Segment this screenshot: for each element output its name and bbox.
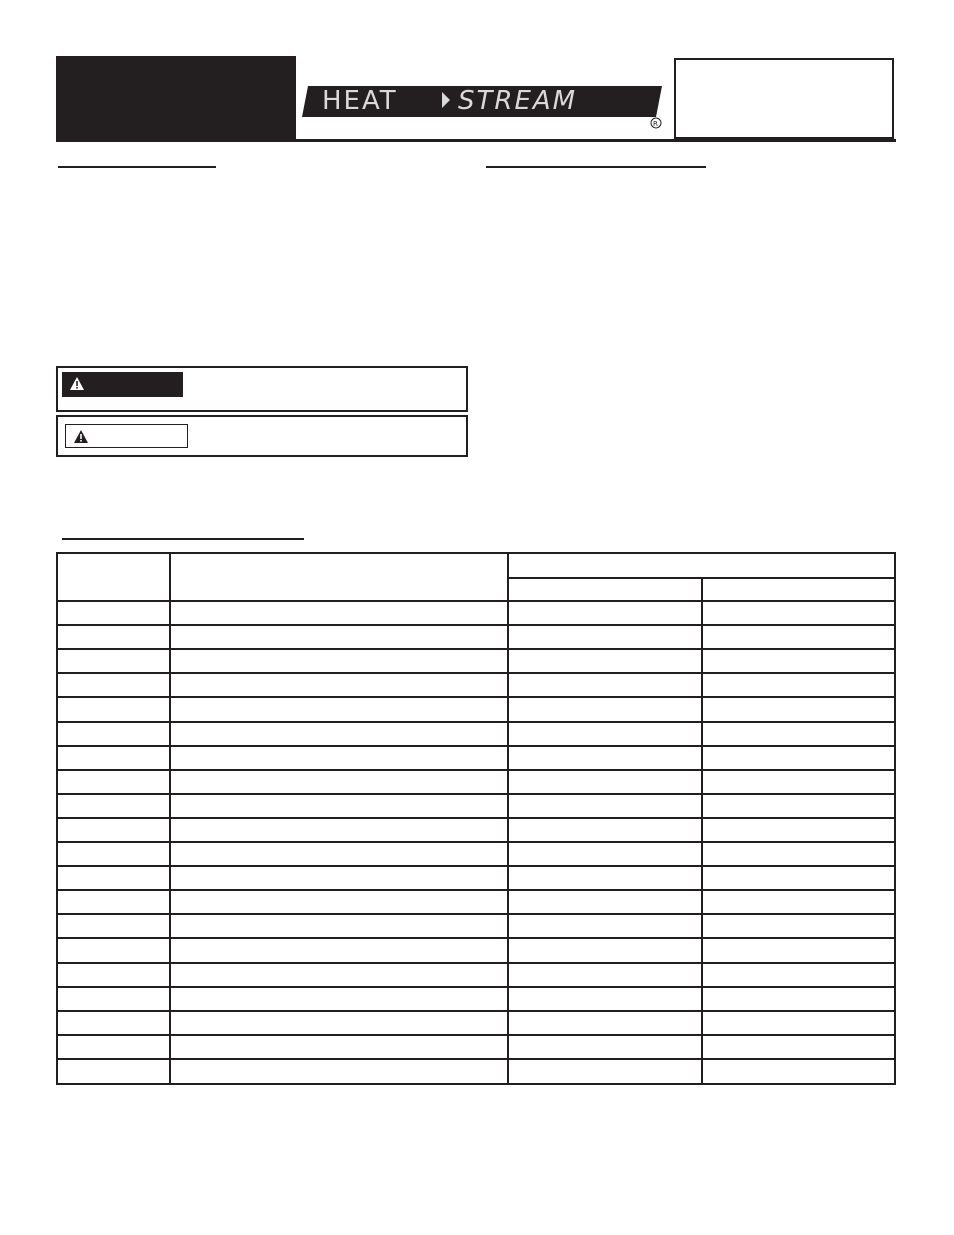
table-row xyxy=(58,697,894,719)
registered-mark: R xyxy=(653,120,658,128)
table-row xyxy=(58,963,894,985)
table-row xyxy=(58,842,894,864)
warning-box xyxy=(56,366,468,412)
warning-label xyxy=(62,372,183,397)
warning-triangle-icon xyxy=(70,377,84,390)
section-rule-right xyxy=(486,166,706,168)
header-model-box xyxy=(674,58,894,139)
parts-table xyxy=(56,552,896,1085)
table-row xyxy=(58,866,894,888)
table-row xyxy=(58,818,894,840)
table-row xyxy=(58,673,894,695)
table-row xyxy=(58,1059,894,1081)
table-row xyxy=(58,987,894,1009)
header-rule xyxy=(296,139,896,142)
logo-text-heat: HEAT xyxy=(322,86,398,116)
caution-label xyxy=(65,424,188,448)
table-row xyxy=(58,890,894,912)
logo-text-stream: STREAM xyxy=(458,86,578,116)
section-rule-left xyxy=(58,166,216,168)
table-row xyxy=(58,746,894,768)
heat-stream-logo xyxy=(300,76,666,130)
table-row xyxy=(58,938,894,960)
table-row xyxy=(58,601,894,623)
table-row xyxy=(58,625,894,647)
table-row xyxy=(58,722,894,744)
caution-box xyxy=(56,415,468,457)
table-subheader-divider xyxy=(507,577,894,579)
section-rule-table xyxy=(62,538,304,540)
table-row xyxy=(58,794,894,816)
table-row xyxy=(58,770,894,792)
table-row xyxy=(58,649,894,671)
caution-triangle-icon xyxy=(74,430,88,443)
table-row xyxy=(58,914,894,936)
table-row xyxy=(58,1011,894,1033)
header-black-block xyxy=(56,56,296,142)
table-row xyxy=(58,1035,894,1057)
